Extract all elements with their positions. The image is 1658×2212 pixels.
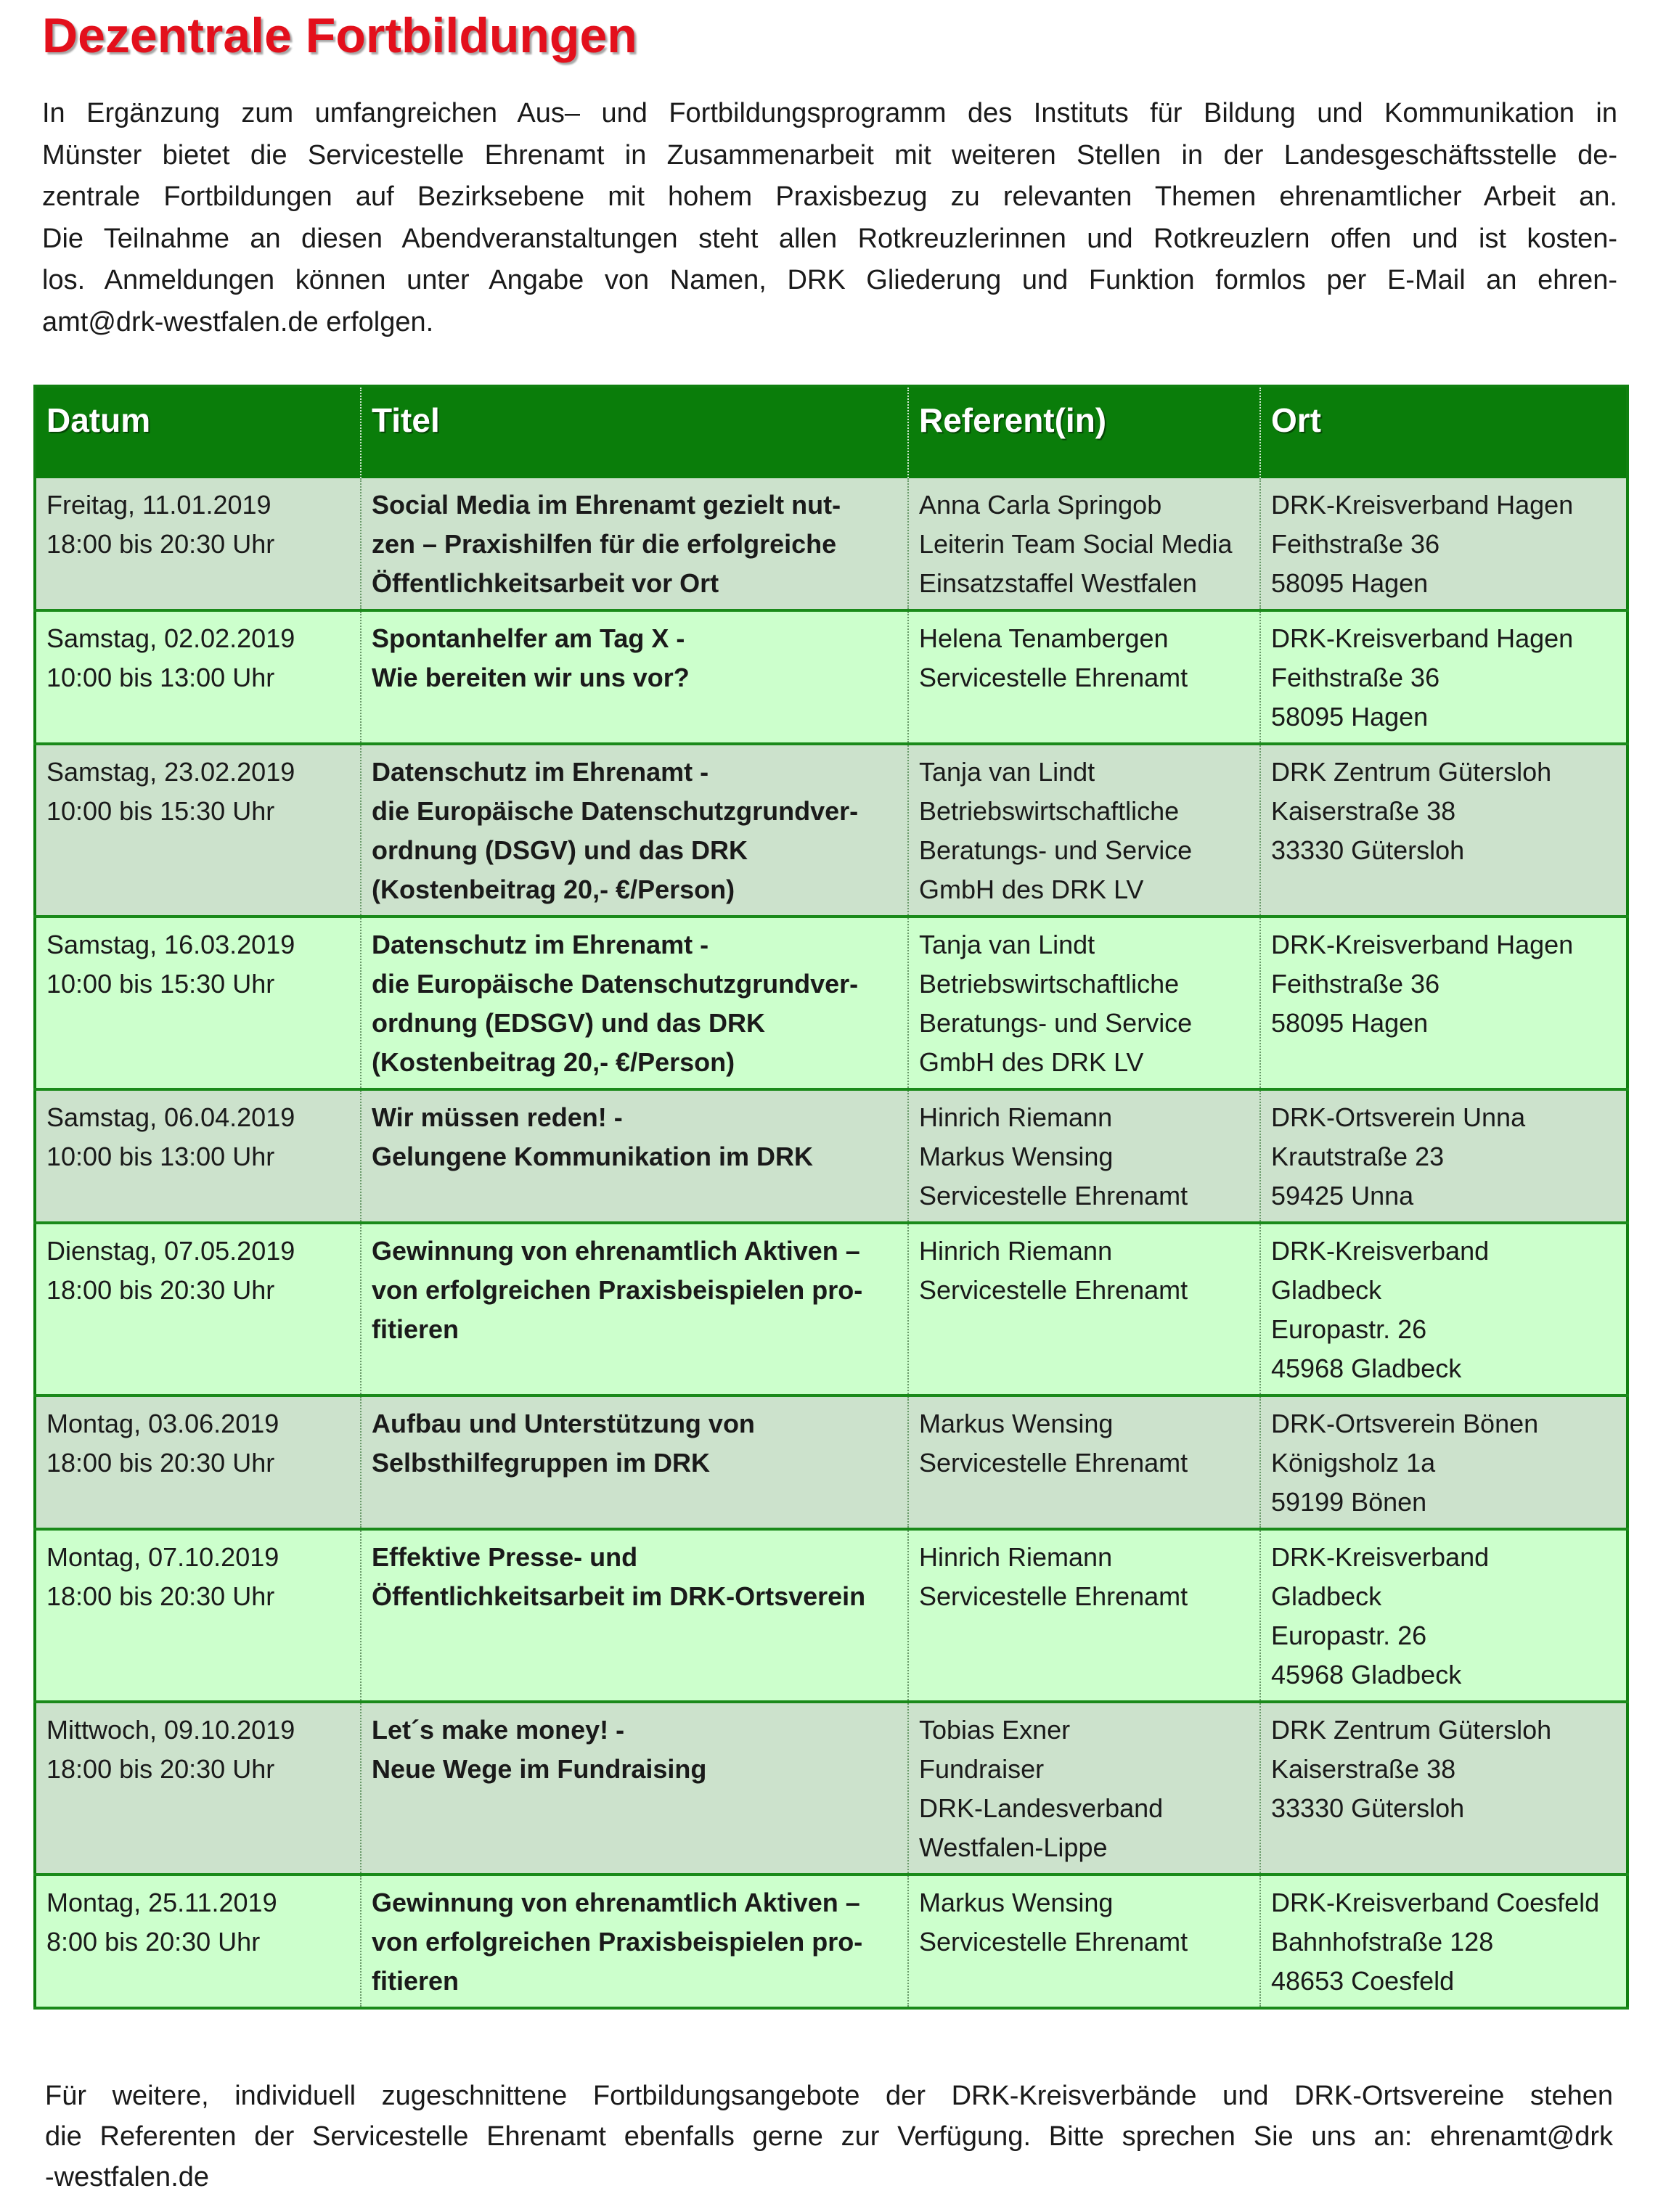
course-table-container	[33, 385, 1626, 2010]
cell-ort-line: Europastr. 26	[1271, 1621, 1427, 1650]
table-row	[35, 478, 1628, 610]
cell-ort-line: Königsholz 1a	[1271, 1448, 1436, 1478]
cell-datum-line: Montag, 03.06.2019	[46, 1409, 279, 1438]
cell-referent-line: Hinrich Riemann	[919, 1542, 1113, 1572]
cell-ort	[1260, 1529, 1628, 1702]
header-titel: Titel	[361, 386, 908, 478]
cell-titel-line: Spontanhelfer am Tag X -	[372, 623, 685, 653]
cell-ort-line: Kaiserstraße 38	[1271, 796, 1456, 826]
cell-referent-line: Anna Carla Springob	[919, 490, 1162, 520]
cell-referent	[908, 1702, 1260, 1875]
cell-referent-line: DRK-Landesverband	[919, 1793, 1164, 1823]
cell-datum-line: Samstag, 16.03.2019	[46, 930, 295, 959]
cell-ort-line: DRK-Kreisverband	[1271, 1236, 1490, 1266]
cell-ort-line: DRK Zentrum Gütersloh	[1271, 1715, 1552, 1745]
header-referent: Referent(in)	[908, 386, 1260, 478]
cell-ort-line: DRK-Kreisverband Hagen	[1271, 490, 1574, 520]
cell-titel	[361, 478, 908, 610]
cell-titel-line: Wir müssen reden! -	[372, 1102, 623, 1132]
cell-ort-line: Gladbeck	[1271, 1581, 1382, 1611]
cell-datum-line: Samstag, 06.04.2019	[46, 1102, 295, 1132]
table-row	[35, 1875, 1628, 2008]
cell-datum	[35, 478, 361, 610]
cell-datum-line: 10:00 bis 15:30 Uhr	[46, 796, 275, 826]
cell-datum-line: 18:00 bis 20:30 Uhr	[46, 1581, 275, 1611]
cell-datum-line: Dienstag, 07.05.2019	[46, 1236, 295, 1266]
cell-ort	[1260, 744, 1628, 917]
cell-ort-line: DRK-Kreisverband Coesfeld	[1271, 1888, 1600, 1917]
cell-referent-line: Tobias Exner	[919, 1715, 1071, 1745]
cell-titel	[361, 917, 908, 1089]
cell-ort-line: 59199 Bönen	[1271, 1487, 1427, 1517]
header-datum: Datum	[35, 386, 361, 478]
cell-referent-line: Servicestelle Ehrenamt	[919, 1448, 1188, 1478]
cell-referent-line: Servicestelle Ehrenamt	[919, 1181, 1188, 1211]
cell-titel-line: die Europäische Datenschutzgrundver-	[372, 969, 859, 999]
cell-referent-line: Tanja van Lindt	[919, 930, 1095, 959]
cell-referent-line: Servicestelle Ehrenamt	[919, 663, 1188, 692]
cell-datum-line: Freitag, 11.01.2019	[46, 490, 271, 520]
footer-line: die Referenten der Servicestelle Ehrenamt ebenfalls gerne zur Verfügung. Bitte sprechen Sie uns an: ehrenamt@drk	[45, 2121, 1613, 2152]
table-header-row	[35, 386, 1628, 478]
footer-line: -westfalen.de	[45, 2162, 210, 2192]
cell-ort-line: 45968 Gladbeck	[1271, 1660, 1462, 1689]
cell-referent-line: Markus Wensing	[919, 1142, 1114, 1171]
table-row	[35, 1702, 1628, 1875]
cell-titel-line: Öffentlichkeitsarbeit vor Ort	[372, 568, 719, 598]
cell-referent-line: Tanja van Lindt	[919, 757, 1095, 787]
cell-ort-line: Krautstraße 23	[1271, 1142, 1445, 1171]
cell-titel	[361, 744, 908, 917]
cell-referent-line: Betriebswirtschaftliche	[919, 796, 1180, 826]
cell-datum-line: Montag, 07.10.2019	[46, 1542, 279, 1572]
cell-referent-line: Markus Wensing	[919, 1409, 1114, 1438]
intro-paragraph	[42, 93, 1617, 343]
cell-titel-line: Öffentlichkeitsarbeit im DRK-Ortsverein	[372, 1581, 866, 1611]
cell-ort-line: Europastr. 26	[1271, 1314, 1427, 1344]
cell-titel	[361, 1529, 908, 1702]
cell-datum-line: Mittwoch, 09.10.2019	[46, 1715, 295, 1745]
cell-ort-line: DRK-Kreisverband Hagen	[1271, 930, 1574, 959]
cell-ort	[1260, 610, 1628, 744]
cell-referent	[908, 478, 1260, 610]
cell-ort-line: DRK Zentrum Gütersloh	[1271, 757, 1552, 787]
cell-titel-line: fitieren	[372, 1966, 460, 1996]
cell-referent-line: Westfalen-Lippe	[919, 1832, 1108, 1862]
intro-line: Die Teilnahme an diesen Abendveranstaltungen steht allen Rotkreuzlerinnen und Rotkreuzlern offen und ist kosten-	[42, 223, 1617, 254]
cell-ort	[1260, 917, 1628, 1089]
table-row	[35, 1223, 1628, 1396]
cell-titel-line: Neue Wege im Fundraising	[372, 1754, 707, 1784]
intro-line: Münster bietet die Servicestelle Ehrenamt in Zusammenarbeit mit weiteren Stellen in der Landesgeschäftsstelle de-	[42, 139, 1617, 171]
intro-line: amt@drk-westfalen.de erfolgen.	[42, 306, 434, 337]
cell-titel-line: die Europäische Datenschutzgrundver-	[372, 796, 859, 826]
cell-datum-line: 10:00 bis 13:00 Uhr	[46, 1142, 275, 1171]
cell-titel-line: von erfolgreichen Praxisbeispielen pro-	[372, 1275, 863, 1305]
cell-titel-line: Gewinnung von ehrenamtlich Aktiven –	[372, 1236, 860, 1266]
cell-ort	[1260, 1089, 1628, 1223]
cell-ort-line: DRK-Kreisverband Hagen	[1271, 623, 1574, 653]
course-table	[33, 385, 1629, 2010]
cell-referent-line: Servicestelle Ehrenamt	[919, 1581, 1188, 1611]
table-row	[35, 1089, 1628, 1223]
cell-datum	[35, 1529, 361, 1702]
cell-ort-line: 33330 Gütersloh	[1271, 835, 1465, 865]
cell-ort-line: 33330 Gütersloh	[1271, 1793, 1465, 1823]
cell-ort-line: DRK-Kreisverband	[1271, 1542, 1490, 1572]
cell-referent-line: Beratungs- und Service	[919, 835, 1193, 865]
intro-line: In Ergänzung zum umfangreichen Aus– und Fortbildungsprogramm des Instituts für Bildung und Kommunikation in	[42, 98, 1617, 128]
footer-paragraph	[45, 2076, 1613, 2197]
cell-referent-line: Markus Wensing	[919, 1888, 1114, 1917]
cell-referent	[908, 1529, 1260, 1702]
cell-datum-line: Montag, 25.11.2019	[46, 1888, 277, 1917]
cell-referent-line: Leiterin Team Social Media	[919, 529, 1233, 559]
cell-ort	[1260, 1875, 1628, 2008]
cell-titel-line: von erfolgreichen Praxisbeispielen pro-	[372, 1927, 863, 1957]
cell-datum-line: 10:00 bis 13:00 Uhr	[46, 663, 275, 692]
cell-datum-line: 8:00 bis 20:30 Uhr	[46, 1927, 261, 1957]
table-row	[35, 744, 1628, 917]
cell-titel-line: Wie bereiten wir uns vor?	[372, 663, 690, 692]
table-row	[35, 917, 1628, 1089]
cell-titel-line: Aufbau und Unterstützung von	[372, 1409, 755, 1438]
cell-referent	[908, 744, 1260, 917]
cell-referent-line: Fundraiser	[919, 1754, 1045, 1784]
cell-ort-line: Bahnhofstraße 128	[1271, 1927, 1494, 1957]
cell-referent-line: Betriebswirtschaftliche	[919, 969, 1180, 999]
cell-ort-line: Kaiserstraße 38	[1271, 1754, 1456, 1784]
cell-referent	[908, 1089, 1260, 1223]
cell-titel	[361, 1875, 908, 2008]
cell-titel-line: Effektive Presse- und	[372, 1542, 638, 1572]
table-row	[35, 1396, 1628, 1529]
cell-datum-line: 18:00 bis 20:30 Uhr	[46, 1448, 275, 1478]
cell-referent-line: GmbH des DRK LV	[919, 874, 1144, 904]
cell-referent-line: Einsatzstaffel Westfalen	[919, 568, 1197, 598]
table-row	[35, 1529, 1628, 1702]
header-ort: Ort	[1260, 386, 1628, 478]
cell-ort-line: DRK-Ortsverein Bönen	[1271, 1409, 1539, 1438]
intro-line: los. Anmeldungen können unter Angabe von Namen, DRK Gliederung und Funktion formlos per E-Mail an ehren-	[42, 265, 1617, 295]
cell-datum	[35, 1396, 361, 1529]
cell-ort-line: Feithstraße 36	[1271, 969, 1440, 999]
cell-ort-line: 58095 Hagen	[1271, 568, 1429, 598]
cell-datum	[35, 1875, 361, 2008]
cell-titel	[361, 1702, 908, 1875]
cell-ort-line: DRK-Ortsverein Unna	[1271, 1102, 1526, 1132]
cell-datum-line: 10:00 bis 15:30 Uhr	[46, 969, 275, 999]
cell-ort	[1260, 1396, 1628, 1529]
cell-referent-line: Hinrich Riemann	[919, 1102, 1113, 1132]
cell-titel	[361, 1089, 908, 1223]
cell-titel-line: zen – Praxishilfen für die erfolgreiche	[372, 529, 837, 559]
cell-ort	[1260, 1702, 1628, 1875]
cell-datum-line: 18:00 bis 20:30 Uhr	[46, 529, 275, 559]
cell-ort-line: 58095 Hagen	[1271, 702, 1429, 732]
cell-referent	[908, 1223, 1260, 1396]
cell-ort-line: 58095 Hagen	[1271, 1008, 1429, 1038]
cell-referent-line: Servicestelle Ehrenamt	[919, 1927, 1188, 1957]
cell-titel-line: Datenschutz im Ehrenamt -	[372, 757, 709, 787]
cell-referent-line: GmbH des DRK LV	[919, 1047, 1144, 1077]
cell-titel-line: Let´s make money! -	[372, 1715, 625, 1745]
cell-ort-line: Gladbeck	[1271, 1275, 1382, 1305]
cell-referent	[908, 917, 1260, 1089]
cell-titel	[361, 1396, 908, 1529]
cell-datum-line: Samstag, 02.02.2019	[46, 623, 295, 653]
cell-ort-line: Feithstraße 36	[1271, 529, 1440, 559]
cell-ort-line: 45968 Gladbeck	[1271, 1353, 1462, 1383]
cell-datum-line: 18:00 bis 20:30 Uhr	[46, 1754, 275, 1784]
cell-ort	[1260, 1223, 1628, 1396]
cell-titel-line: (Kostenbeitrag 20,- €/Person)	[372, 1047, 735, 1077]
cell-titel-line: Social Media im Ehrenamt gezielt nut-	[372, 490, 841, 520]
cell-datum	[35, 1089, 361, 1223]
cell-referent	[908, 1875, 1260, 2008]
cell-titel	[361, 610, 908, 744]
cell-ort-line: Feithstraße 36	[1271, 663, 1440, 692]
table-row	[35, 610, 1628, 744]
intro-line: zentrale Fortbildungen auf Bezirksebene mit hohem Praxisbezug zu relevanten Themen ehrenamtlicher Arbeit an.	[42, 181, 1617, 212]
table-body	[35, 478, 1628, 2008]
cell-titel-line: (Kostenbeitrag 20,- €/Person)	[372, 874, 735, 904]
cell-referent	[908, 1396, 1260, 1529]
cell-referent-line: Hinrich Riemann	[919, 1236, 1113, 1266]
cell-titel-line: Gewinnung von ehrenamtlich Aktiven –	[372, 1888, 860, 1917]
cell-titel-line: ordnung (EDSGV) und das DRK	[372, 1008, 765, 1038]
cell-ort	[1260, 478, 1628, 610]
cell-titel-line: ordnung (DSGV) und das DRK	[372, 835, 748, 865]
cell-datum	[35, 1702, 361, 1875]
cell-datum	[35, 744, 361, 917]
cell-datum	[35, 1223, 361, 1396]
cell-datum-line: 18:00 bis 20:30 Uhr	[46, 1275, 275, 1305]
cell-ort-line: 48653 Coesfeld	[1271, 1966, 1455, 1996]
cell-titel-line: Gelungene Kommunikation im DRK	[372, 1142, 814, 1171]
cell-titel-line: Datenschutz im Ehrenamt -	[372, 930, 709, 959]
cell-titel-line: fitieren	[372, 1314, 460, 1344]
cell-referent-line: Servicestelle Ehrenamt	[919, 1275, 1188, 1305]
page-title: Dezentrale Fortbildungen	[42, 8, 637, 63]
cell-datum	[35, 610, 361, 744]
cell-titel	[361, 1223, 908, 1396]
cell-ort-line: 59425 Unna	[1271, 1181, 1414, 1211]
footer-line: Für weitere, individuell zugeschnittene Fortbildungsangebote der DRK-Kreisverbände und DRK-Ortsvereine stehen	[45, 2081, 1613, 2111]
cell-datum	[35, 917, 361, 1089]
cell-referent-line: Beratungs- und Service	[919, 1008, 1193, 1038]
cell-referent	[908, 610, 1260, 744]
cell-referent-line: Helena Tenambergen	[919, 623, 1169, 653]
cell-titel-line: Selbsthilfegruppen im DRK	[372, 1448, 711, 1478]
cell-datum-line: Samstag, 23.02.2019	[46, 757, 295, 787]
